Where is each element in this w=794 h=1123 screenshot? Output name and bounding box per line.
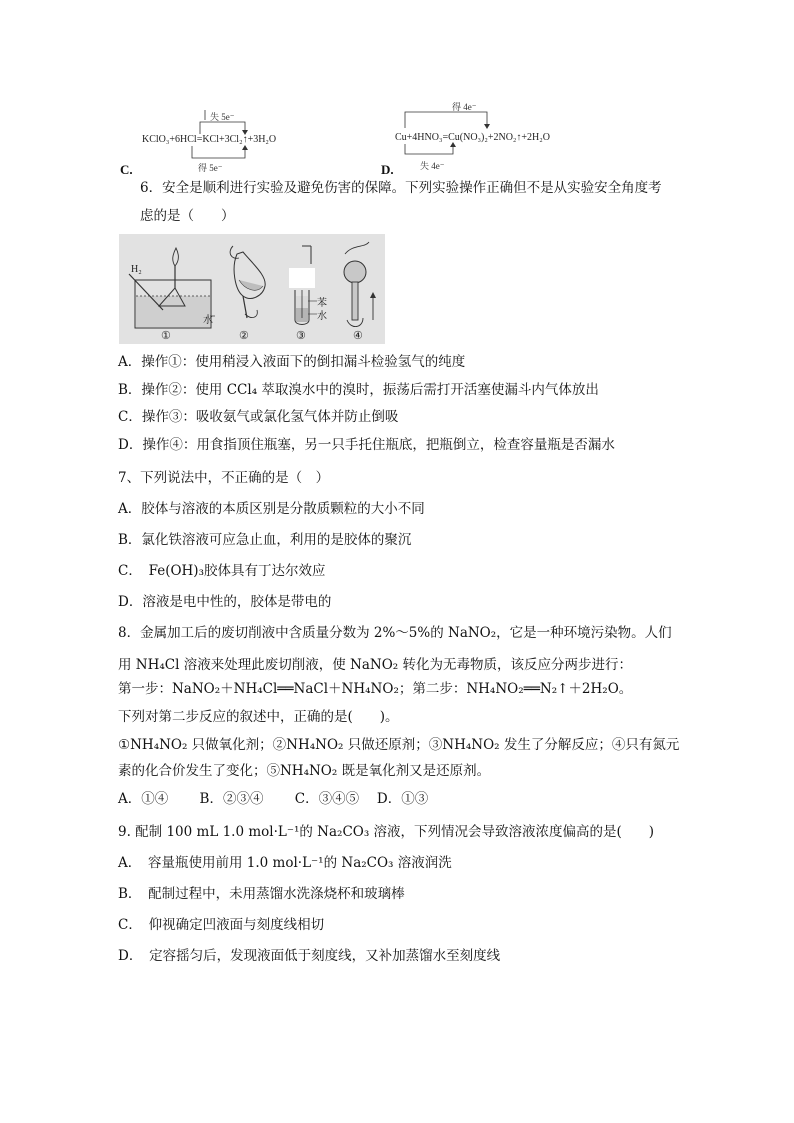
- q6-option-d: D．操作④：用食指顶住瓶塞，另一只手托住瓶底，把瓶倒立，检查容量瓶是否漏水: [118, 437, 615, 453]
- lose-electrons-d: 失 4e⁻: [420, 161, 445, 171]
- q8-line-4: 下列对第二步反应的叙述中，正确的是( )。: [118, 709, 399, 725]
- q6-stem-line-1: 6．安全是顺利进行实验及避免伤害的保障。下列实验操作正确但不是从实验安全角度考: [140, 180, 662, 196]
- q9-stem: 9. 配制 100 mL 1.0 mol·L⁻¹的 Na₂CO₃ 溶液，下列情况会导致溶液浓度偏高的是( ): [118, 824, 655, 840]
- label-operation-3: ③: [296, 329, 306, 342]
- lose-electrons-c: 失 5e⁻: [210, 112, 235, 122]
- q9-option-a: A． 容量瓶使用前用 1.0 mol·L⁻¹的 Na₂CO₃ 溶液润洗: [118, 855, 452, 871]
- q8-line-5: ①NH₄NO₂ 只做氧化剂；②NH₄NO₂ 只做还原剂；③NH₄NO₂ 发生了分解反应；④只有氮元: [118, 737, 680, 753]
- q7-option-b: B．氯化铁溶液可应急止血，利用的是胶体的聚沉: [118, 532, 412, 548]
- q9-option-b: B． 配制过程中，未用蒸馏水洗涤烧杯和玻璃棒: [118, 886, 405, 902]
- q8-line-1: 8．金属加工后的废切削液中含质量分数为 2%～5%的 NaNO₂，它是一种环境污染物。人们: [118, 625, 672, 641]
- label-water-1: 水: [203, 315, 213, 326]
- q6-experiment-figure: [119, 234, 385, 344]
- option-d-label: D.: [381, 162, 394, 177]
- label-water-2: 水: [317, 311, 327, 322]
- electron-transfer-arrows-d: [395, 100, 565, 162]
- option-c-label: C.: [120, 162, 133, 177]
- q8-line-3: 第一步：NaNO₂＋NH₄Cl══NaCl＋NH₄NO₂；第二步：NH₄NO₂══N₂↑＋2H₂O。: [118, 681, 633, 697]
- label-h2: H₂: [131, 264, 142, 275]
- q8-line-6: 素的化合价发生了变化；⑤NH₄NO₂ 既是氧化剂又是还原剂。: [118, 763, 491, 779]
- label-operation-4: ④: [353, 329, 363, 342]
- label-benzene: 苯: [317, 298, 327, 309]
- q9-option-c: C． 仰视确定凹液面与刻度线相切: [118, 917, 325, 933]
- q6-option-a: A．操作①：使用稍浸入液面下的倒扣漏斗检验氢气的纯度: [118, 354, 466, 370]
- q9-option-d: D． 定容摇匀后，发现液面低于刻度线，又补加蒸馏水至刻度线: [118, 948, 501, 964]
- q6-option-c: C．操作③：吸收氨气或氯化氢气体并防止倒吸: [118, 409, 399, 425]
- equation-d-formula: Cu+4HNO₃=Cu(NO₃)₂+2NO₂↑+2H₂O: [395, 132, 550, 143]
- q7-stem: 7、下列说法中，不正确的是（ ）: [118, 470, 330, 486]
- q8-line-2: 用 NH₄Cl 溶液来处理此废切削液，使 NaNO₂ 转化为无毒物质，该反应分两步进行：: [118, 657, 632, 673]
- q6-stem-line-2: 虑的是（ ）: [140, 208, 235, 224]
- label-operation-2: ②: [239, 329, 249, 342]
- q6-option-b: B．操作②：使用 CCl₄ 萃取溴水中的溴时，振荡后需打开活塞使漏斗内气体放出: [118, 382, 599, 398]
- gain-electrons-d: 得 4e⁻: [452, 102, 477, 112]
- q7-option-d: D．溶液是电中性的，胶体是带电的: [118, 594, 332, 610]
- equation-c-formula: KClO₃+6HCl=KCl+3Cl₂↑+3H₂O: [142, 134, 277, 145]
- q8-options: A．①④ B．②③④ C．③④⑤ D．①③: [118, 791, 429, 807]
- q7-option-c: C． Fe(OH)₃胶体具有丁达尔效应: [118, 563, 326, 579]
- gain-electrons-c: 得 5e⁻: [198, 163, 223, 173]
- q7-option-a: A．胶体与溶液的本质区别是分散质颗粒的大小不同: [118, 501, 425, 517]
- label-operation-1: ①: [161, 329, 171, 342]
- apparatus-illustrations: [119, 234, 385, 344]
